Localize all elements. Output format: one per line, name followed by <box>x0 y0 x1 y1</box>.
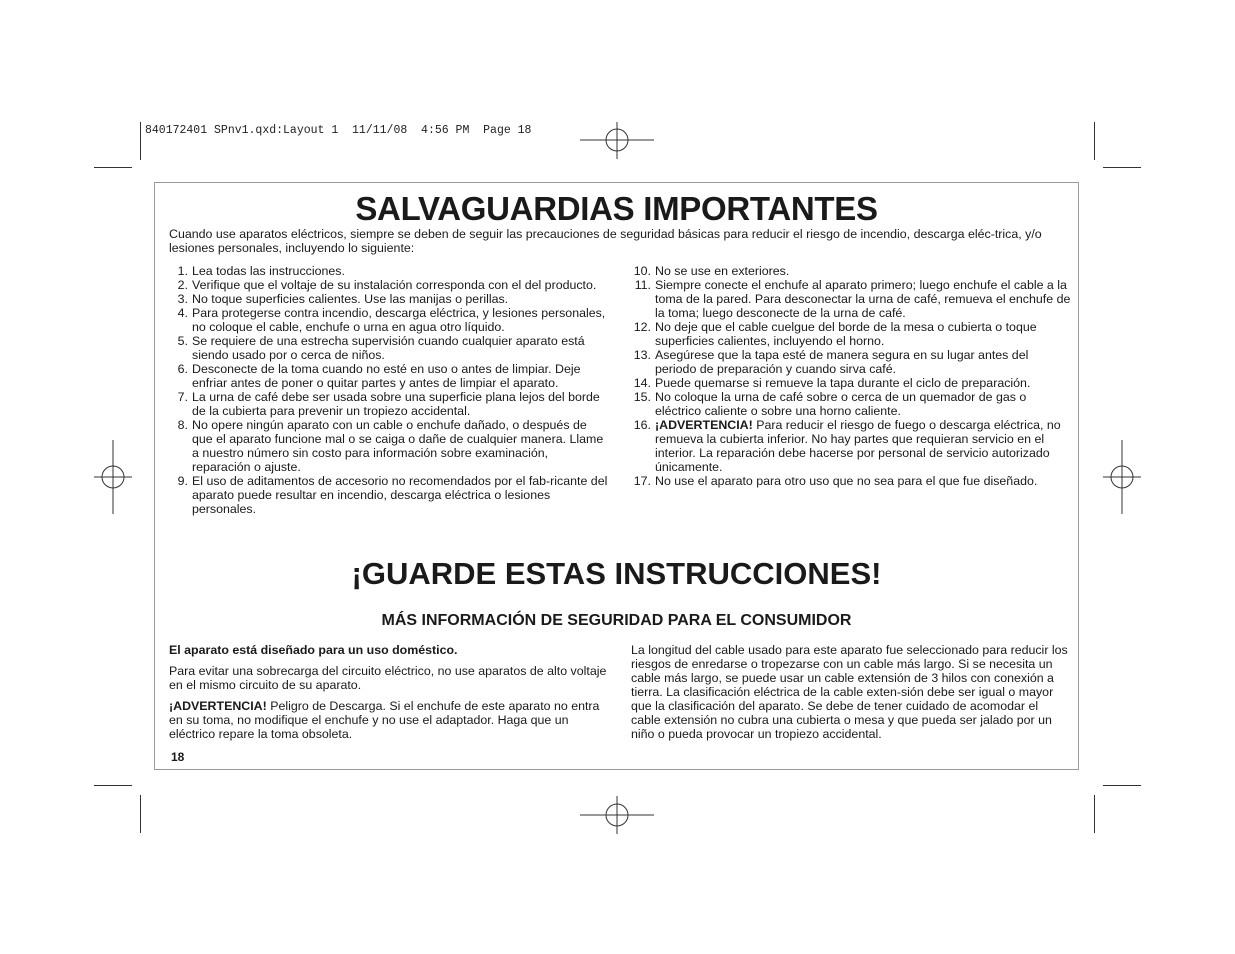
safeguard-item <box>631 264 1071 278</box>
crop-mark <box>140 122 141 160</box>
page-number: 18 <box>171 750 185 764</box>
item-text: Puede quemarse si remueve la tapa durante el ciclo de preparación. <box>655 376 1031 390</box>
cord-length-paragraph: La longitud del cable usado para este aparato fue seleccionado para reducir los riesgos de enredarse o tropezarse con un cable más largo. Si se necesita un cable más largo, se puede usar un cable extensión de 3 hilos con conexión a tierra. La clasificación eléctrica de la cable exten-sión debe ser igual o mayor que la clasificación del aparato. Se debe de tener cuidado de acomodar el cable extensión no cubra una cubierta o mesa y que pueda ser jalado por un niño o pueda provocar un tropiezo accidental. <box>631 643 1068 741</box>
safeguard-item <box>170 306 610 334</box>
item-number: 5. <box>177 334 188 348</box>
item-number: 16. <box>633 418 651 432</box>
crop-mark <box>1094 795 1095 833</box>
consumer-info-right <box>631 643 1068 748</box>
item-number: 4. <box>177 306 188 320</box>
item-text: Lea todas las instrucciones. <box>192 264 345 278</box>
item-text: Verifique que el voltaje de su instalación corresponda con el del producto. <box>192 278 597 292</box>
item-number: 11. <box>634 278 651 292</box>
safeguard-item <box>631 474 1071 488</box>
consumer-safety-heading: MÁS INFORMACIÓN DE SEGURIDAD PARA EL CONSUMIDOR <box>381 612 852 629</box>
item-number: 10. <box>633 264 651 278</box>
safeguard-item <box>631 278 1071 320</box>
household-use-note: El aparato está diseñado para un uso doméstico. <box>169 643 458 657</box>
item-text: No se use en exteriores. <box>655 264 790 278</box>
crop-mark <box>94 167 132 168</box>
item-text: El uso de aditamentos de accesorio no recomendados por el fab-ricante del aparato puede resultar en incendio, descarga eléctrica o lesiones personales. <box>192 474 608 516</box>
safeguard-item <box>170 474 610 516</box>
safeguard-item <box>631 376 1071 390</box>
item-text: Siempre conecte el enchufe al aparato primero; luego enchufe el cable a la toma de la pared. Para desconectar la urna de café, remueva el enchufe de la toma; luego desconecte de la urna de café. <box>655 278 1071 320</box>
shock-warning-paragraph <box>169 699 609 741</box>
item-number: 13. <box>633 348 651 362</box>
item-number: 9. <box>177 474 188 488</box>
item-text: No deje que el cable cuelgue del borde de la mesa o cubierta o toque superficies calientes, incluyendo el horno. <box>655 320 1037 348</box>
item-number: 14. <box>633 376 651 390</box>
item-number: 8. <box>177 418 188 432</box>
item-text: Asegúrese que la tapa esté de manera segura en su lugar antes del periodo de preparación y cuando sirva café. <box>655 348 1029 376</box>
safeguard-item <box>170 278 610 292</box>
consumer-info-left <box>169 643 609 748</box>
item-number: 12. <box>633 320 651 334</box>
crop-mark <box>94 785 132 786</box>
crop-mark <box>140 795 141 833</box>
safeguard-item <box>170 264 610 278</box>
intro-paragraph: Cuando use aparatos eléctricos, siempre se deben de seguir las precauciones de seguridad básicas para reducir el riesgo de incendio, descarga eléc-trica, y/o lesiones personales, incluyendo lo siguiente: <box>169 227 1042 255</box>
registration-mark-icon <box>580 778 654 852</box>
safeguard-item <box>631 418 1071 474</box>
registration-mark-icon <box>1085 440 1159 514</box>
safeguard-item <box>170 334 610 362</box>
item-text: Desconecte de la toma cuando no esté en uso o antes de limpiar. Deje enfriar antes de poner o quitar partes y antes de limpiar el aparato. <box>192 362 581 390</box>
item-number: 15. <box>633 390 651 404</box>
item-number: 7. <box>177 390 188 404</box>
safeguard-item <box>170 390 610 418</box>
safeguard-item <box>631 320 1071 348</box>
item-number: 1. <box>177 264 188 278</box>
crop-mark <box>1094 122 1095 160</box>
item-text: Se requiere de una estrecha supervisión cuando cualquier aparato está siendo usado por o cerca de niños. <box>192 334 585 362</box>
item-text: La urna de café debe ser usada sobre una superficie plana lejos del borde de la cubierta para prevenir un tropiezo accidental. <box>192 390 600 418</box>
item-text: No use el aparato para otro uso que no sea para el que fue diseñado. <box>655 474 1038 488</box>
item-text: Para protegerse contra incendio, descarga eléctrica, y lesiones personales, no coloque el cable, enchufe o urna en agua otro líquido. <box>192 306 606 334</box>
registration-mark-icon <box>580 103 654 177</box>
item-number: 2. <box>177 278 188 292</box>
printer-slug: 840172401 SPnv1.qxd:Layout 1 11/11/08 4:56 PM Page 18 <box>145 124 532 137</box>
page-title: SALVAGUARDIAS IMPORTANTES <box>355 190 878 227</box>
safeguards-list-left <box>170 264 610 516</box>
safeguards-list-right <box>631 264 1071 488</box>
safeguard-item <box>631 348 1071 376</box>
warning-text: Peligro de Descarga. Si el enchufe de este aparato no entra en su toma, no modifique el enchufe y no use el adaptador. Haga que un eléctrico repare la toma obsoleta. <box>169 699 600 741</box>
save-instructions-heading: ¡GUARDE ESTAS INSTRUCCIONES! <box>351 556 882 591</box>
safeguard-item <box>170 418 610 474</box>
item-text: No coloque la urna de café sobre o cerca de un quemador de gas o eléctrico caliente o sobre una horno caliente. <box>655 390 1027 418</box>
item-number: 17. <box>633 474 651 488</box>
item-text: Para reducir el riesgo de fuego o descarga eléctrica, no remueva la cubierta inferior. No hay partes que requieran servicio en el interior. La reparación debe hacerse por personal de servicio autorizado únicamente. <box>655 418 1061 474</box>
warning-label: ¡ADVERTENCIA! <box>655 418 753 432</box>
safeguard-item <box>631 390 1071 418</box>
crop-mark <box>1103 785 1141 786</box>
overload-paragraph: Para evitar una sobrecarga del circuito eléctrico, no use aparatos de alto voltaje en el mismo circuito de su aparato. <box>169 664 607 692</box>
item-number: 3. <box>177 292 188 306</box>
item-number: 6. <box>177 362 188 376</box>
safeguard-item <box>170 362 610 390</box>
crop-mark <box>1103 167 1141 168</box>
item-text: No toque superficies calientes. Use las manijas o perillas. <box>192 292 509 306</box>
safeguard-item <box>170 292 610 306</box>
item-text: No opere ningún aparato con un cable o enchufe dañado, o después de que el aparato funcione mal o se caiga o dañe de cualquier manera. Llame a nuestro número sin costo para información sobre examinación, reparación o ajuste. <box>192 418 604 474</box>
registration-mark-icon <box>76 440 150 514</box>
warning-label: ¡ADVERTENCIA! <box>169 699 267 713</box>
